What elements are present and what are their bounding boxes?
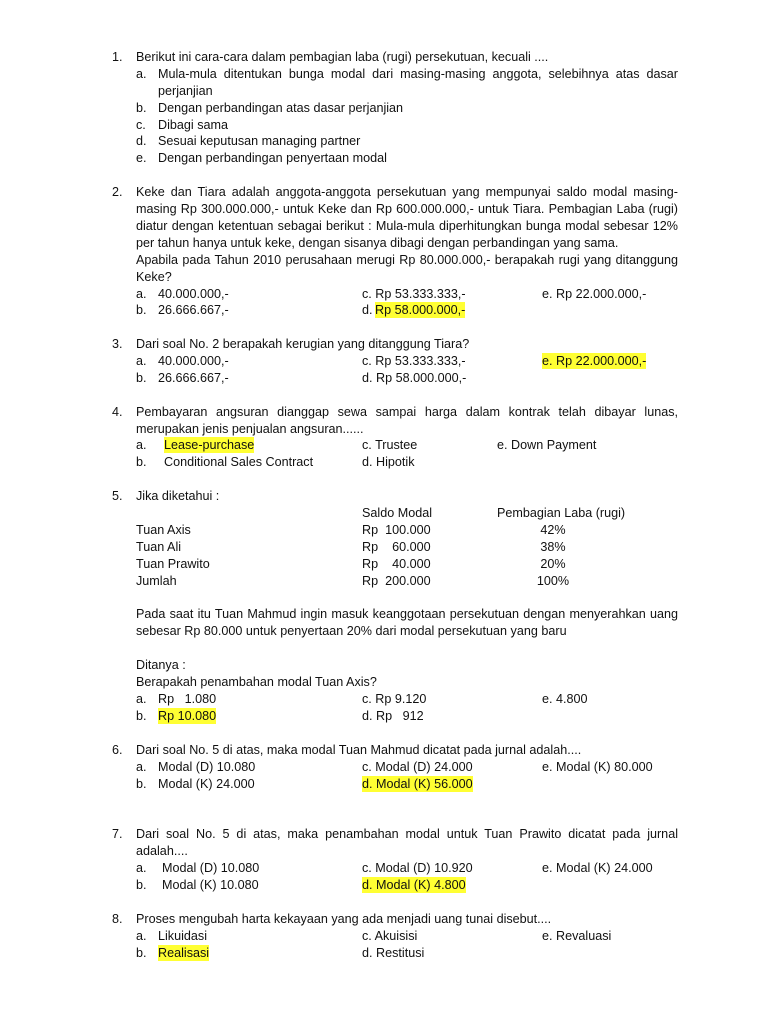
option-c-text: Dibagi sama bbox=[158, 118, 228, 132]
option-d-highlighted: d. Modal (K) 4.800 bbox=[362, 878, 466, 892]
option-letter: b. bbox=[136, 101, 147, 115]
option-letter: b. bbox=[136, 946, 147, 960]
option-a: Modal (D) 10.080 bbox=[158, 760, 256, 774]
option-a: Likuidasi bbox=[158, 929, 208, 943]
option-letter: d. bbox=[136, 134, 147, 148]
question-number: 1. bbox=[112, 50, 123, 64]
option-b: 26.666.667,- bbox=[158, 371, 229, 385]
option-letter: a. bbox=[136, 760, 147, 774]
option-letter: a. bbox=[136, 67, 147, 81]
table-row-laba: 100% bbox=[536, 574, 570, 588]
table-row-name: Tuan Ali bbox=[136, 540, 182, 554]
option-letter: b. bbox=[136, 455, 147, 469]
option-letter: a. bbox=[136, 929, 147, 943]
table-header-saldo: Saldo Modal bbox=[362, 506, 433, 520]
option-letter: b. bbox=[136, 709, 147, 723]
question-number: 4. bbox=[112, 405, 123, 419]
option-letter: c. bbox=[136, 118, 146, 132]
option-a-highlighted: Lease-purchase bbox=[164, 438, 255, 452]
question-text: Pembayaran angsuran dianggap sewa sampai harga dalam kontrak telah dibayar lunas, merupakan jenis penjualan angsuran...... bbox=[136, 405, 678, 436]
option-e: e. Modal (K) 80.000 bbox=[542, 760, 653, 774]
option-a: 40.000.000,- bbox=[158, 287, 229, 301]
option-a: Modal (D) 10.080 bbox=[162, 861, 260, 875]
table-row-name: Jumlah bbox=[136, 574, 177, 588]
option-a: 40.000.000,- bbox=[158, 354, 229, 368]
question-text: Berikut ini cara-cara dalam pembagian laba (rugi) persekutuan, kecuali .... bbox=[136, 50, 549, 64]
option-letter: e. bbox=[136, 151, 147, 165]
table-row-saldo: Rp 40.000 bbox=[362, 557, 431, 571]
question-paragraph: Pada saat itu Tuan Mahmud ingin masuk keanggotaan persekutuan dengan menyerahkan uang sebesar Rp 80.000 untuk penyertaan 20% dari modal persekutuan yang baru bbox=[136, 607, 678, 638]
option-b-text: Dengan perbandingan atas dasar perjanjian bbox=[158, 101, 404, 115]
option-d: d. Restitusi bbox=[362, 946, 425, 960]
table-row-saldo: Rp 200.000 bbox=[362, 574, 431, 588]
option-e: e. Revaluasi bbox=[542, 929, 612, 943]
table-row-laba: 38% bbox=[540, 540, 566, 554]
table-row-laba: 20% bbox=[540, 557, 566, 571]
table-header-laba: Pembagian Laba (rugi) bbox=[497, 506, 626, 520]
question-text: Dari soal No. 2 berapakah kerugian yang ditanggung Tiara? bbox=[136, 337, 470, 351]
option-b: Modal (K) 24.000 bbox=[158, 777, 255, 791]
option-d: d. Rp 912 bbox=[362, 709, 424, 723]
option-d: d. Rp 58.000.000,- bbox=[362, 371, 467, 385]
option-b: Modal (K) 10.080 bbox=[162, 878, 259, 892]
ditanya-label: Ditanya : bbox=[136, 658, 186, 672]
option-letter: a. bbox=[136, 692, 147, 706]
table-row-name: Tuan Prawito bbox=[136, 557, 210, 571]
option-letter: b. bbox=[136, 878, 147, 892]
option-c: c. Akuisisi bbox=[362, 929, 418, 943]
option-e: e. 4.800 bbox=[542, 692, 588, 706]
option-d-text: Sesuai keputusan managing partner bbox=[158, 134, 361, 148]
question-number: 8. bbox=[112, 912, 123, 926]
option-letter: b. bbox=[136, 777, 147, 791]
option-e: e. Modal (K) 24.000 bbox=[542, 861, 653, 875]
option-c: c. Modal (D) 10.920 bbox=[362, 861, 473, 875]
question-text: Dari soal No. 5 di atas, maka penambahan modal untuk Tuan Prawito dicatat pada jurnal adalah.... bbox=[136, 827, 678, 858]
option-letter: d. bbox=[362, 303, 373, 317]
option-b-highlighted: Realisasi bbox=[158, 946, 210, 960]
option-c: c. Trustee bbox=[362, 438, 418, 452]
table-row-name: Tuan Axis bbox=[136, 523, 191, 537]
question-text: Dari soal No. 5 di atas, maka modal Tuan Mahmud dicatat pada jurnal adalah.... bbox=[136, 743, 582, 757]
option-a: Rp 1.080 bbox=[158, 692, 217, 706]
table-row-saldo: Rp 100.000 bbox=[362, 523, 431, 537]
question-number: 5. bbox=[112, 489, 123, 503]
option-c: c. Rp 53.333.333,- bbox=[362, 354, 466, 368]
option-d: d. Hipotik bbox=[362, 455, 415, 469]
option-b-highlighted: Rp 10.080 bbox=[158, 709, 217, 723]
table-row-laba: 42% bbox=[540, 523, 566, 537]
question-prompt: Berapakah penambahan modal Tuan Axis? bbox=[136, 675, 377, 689]
question-text: Keke dan Tiara adalah anggota-anggota persekutuan yang mempunyai saldo modal masing-masing Rp 300.000.000,- untuk Keke dan Rp 600.000.000,- untuk Tiara. Pembagian Laba (rugi) diatur dengan ketentuan sebagai berikut : Mula-mula diperhitungkan bunga modal sebesar 12% per tahun hanya untuk keke, dengan sisanya dibagi dengan perbandingan yang sama. bbox=[136, 185, 678, 250]
option-a-text: Mula-mula ditentukan bunga modal dari masing-masing anggota, selebihnya atas dasar perjanjian bbox=[158, 67, 678, 98]
option-letter: a. bbox=[136, 861, 147, 875]
option-letter: b. bbox=[136, 371, 147, 385]
option-e: e. Rp 22.000.000,- bbox=[542, 287, 647, 301]
option-e-highlighted: e. Rp 22.000.000,- bbox=[542, 354, 647, 368]
question-number: 2. bbox=[112, 185, 123, 199]
question-prompt: Apabila pada Tahun 2010 perusahaan merugi Rp 80.000.000,- berapakah rugi yang ditanggung Keke? bbox=[136, 253, 678, 284]
table-row-saldo: Rp 60.000 bbox=[362, 540, 431, 554]
option-b: Conditional Sales Contract bbox=[164, 455, 314, 469]
option-letter: a. bbox=[136, 438, 147, 452]
option-c: c. Rp 9.120 bbox=[362, 692, 427, 706]
option-e: e. Down Payment bbox=[497, 438, 597, 452]
question-text: Jika diketahui : bbox=[136, 489, 220, 503]
option-letter: a. bbox=[136, 354, 147, 368]
option-c: c. Modal (D) 24.000 bbox=[362, 760, 473, 774]
option-letter: a. bbox=[136, 287, 147, 301]
option-d-highlighted: d. Modal (K) 56.000 bbox=[362, 777, 473, 791]
question-number: 3. bbox=[112, 337, 123, 351]
option-e-text: Dengan perbandingan penyertaan modal bbox=[158, 151, 387, 165]
question-text: Proses mengubah harta kekayaan yang ada menjadi uang tunai disebut.... bbox=[136, 912, 552, 926]
question-number: 6. bbox=[112, 743, 123, 757]
option-b: 26.666.667,- bbox=[158, 303, 229, 317]
question-number: 7. bbox=[112, 827, 123, 841]
option-c: c. Rp 53.333.333,- bbox=[362, 287, 466, 301]
option-d-highlighted: Rp 58.000.000,- bbox=[375, 303, 466, 317]
option-letter: b. bbox=[136, 303, 147, 317]
